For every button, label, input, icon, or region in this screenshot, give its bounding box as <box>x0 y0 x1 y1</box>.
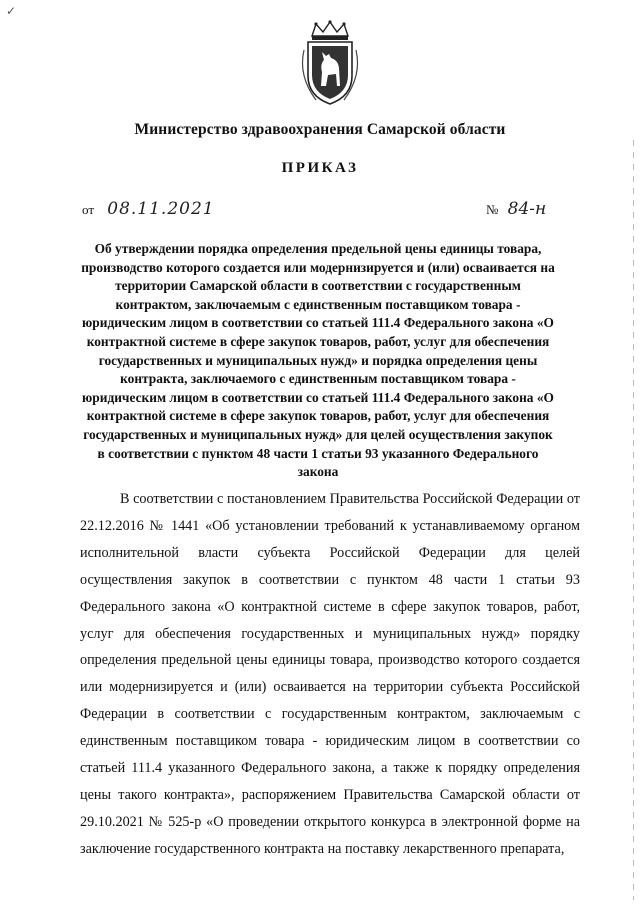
scan-edge-line <box>633 140 634 900</box>
date-prefix: от <box>82 202 95 217</box>
ministry-name: Министерство здравоохранения Самарской области <box>134 121 506 138</box>
corner-check-mark: ✓ <box>6 4 17 18</box>
order-number <box>486 199 546 219</box>
body-text <box>80 486 580 863</box>
number-prefix: № <box>486 202 499 217</box>
body-paragraph: В соответствии с постановлением Правительства Российской Федерации от 22.12.2016 № 1441 «Об установлении требований к устанавливаемому органом исполнительной власти субъекта Российской Федерации для целей осуществления закупок в соответствии с пунктом 48 части 1 статьи 93 Федерального закона «О контрактной системе в сфере закупок товаров, работ, услуг для обеспечения государственных и муниципальных нужд» порядку определения предельной цены единицы товара, производство которого создается или модернизируется и (или) осваивается на территории субъекта Российской Федерации в соответствии с государственным контрактом, заключаемым с единственным поставщиком товара - юридическим лицом в соответствии со статьей 111.4 указанного Федерального закона, а также к порядку определения цены такого контракта», распоряжением Правительства Самарской области от 29.10.2021 № 525-р «О проведении открытого конкурса в электронной форме на заключение государственного контракта на поставку лекарственного препарата, <box>80 491 580 857</box>
number-value: 84-н <box>507 199 547 219</box>
document-type-title: ПРИКАЗ <box>281 160 359 176</box>
coat-of-arms-icon <box>294 20 366 106</box>
order-subject: Об утверждении порядка определения предельной цены единицы товара, производство которого создается или модернизируется и (или) осваивается на территории Самарской области в соответствии с государственным контрактом, заключаемым с единственным поставщиком товара - юридическим лицом в соответствии со статьей 111.4 Федерального закона «О контрактной системе в сфере закупок товаров, работ, услуг для обеспечения государственных и муниципальных нужд» и порядка определения цены контракта, заключаемого с единственным поставщиком товара - юридическим лицом в соответствии со статьей 111.4 Федерального закона «О контрактной системе в сфере закупок товаров, работ, услуг для обеспечения государственных и муниципальных нужд» для целей осуществления закупок в соответствии с пунктом 48 части 1 статьи 93 указанного Федерального закона <box>81 241 555 480</box>
order-date <box>82 199 215 219</box>
date-value: 08.11.2021 <box>107 199 215 219</box>
